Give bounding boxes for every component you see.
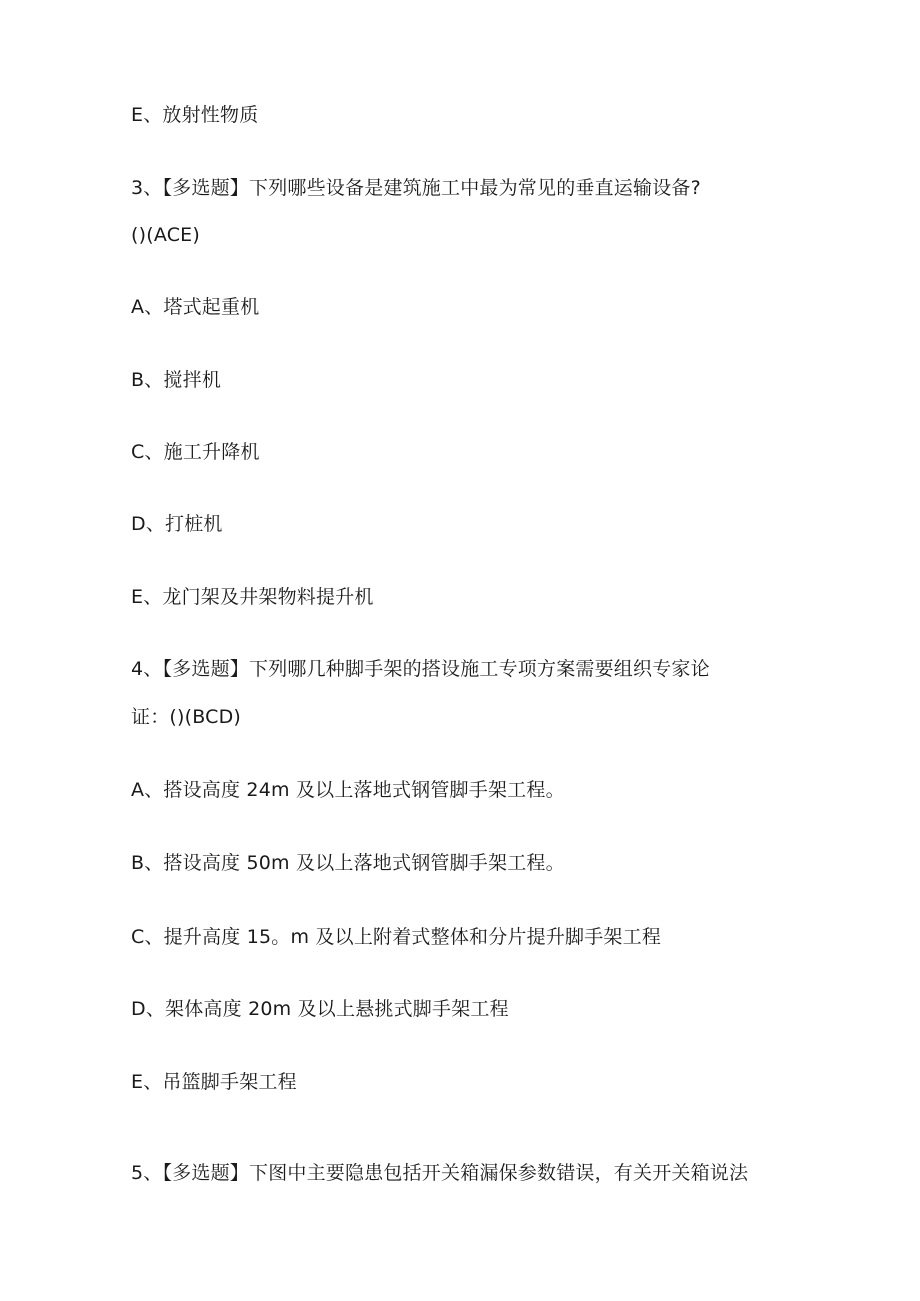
q3-option-a: A、塔式起重机 [131, 296, 260, 318]
q4-option-b: B、搭设高度 50m 及以上落地式钢管脚手架工程。 [131, 852, 565, 874]
q3-option-e: E、龙门架及井架物料提升机 [131, 586, 374, 608]
q5-question-text: 5、【多选题】下图中主要隐患包括开关箱漏保参数错误，有关开关箱说法 [131, 1162, 749, 1184]
q3-option-d: D、打桩机 [131, 513, 223, 535]
q4-question-text: 4、【多选题】下列哪几种脚手架的搭设施工专项方案需要组织专家论 [131, 658, 710, 680]
q4-option-a: A、搭设高度 24m 及以上落地式钢管脚手架工程。 [131, 779, 565, 801]
q2-option-e: E、放射性物质 [131, 104, 259, 126]
q4-option-e: E、吊篮脚手架工程 [131, 1071, 297, 1093]
q4-option-d: D、架体高度 20m 及以上悬挑式脚手架工程 [131, 998, 509, 1020]
q3-option-c: C、施工升降机 [131, 441, 260, 463]
q3-question-answer: ()(ACE) [131, 224, 200, 246]
q3-option-b: B、搅拌机 [131, 369, 222, 391]
q4-question-answer: 证：()(BCD) [131, 706, 242, 728]
q3-question-text: 3、【多选题】下列哪些设备是建筑施工中最为常见的垂直运输设备? [131, 177, 701, 199]
q4-option-c: C、提升高度 15。m 及以上附着式整体和分片提升脚手架工程 [131, 926, 662, 948]
